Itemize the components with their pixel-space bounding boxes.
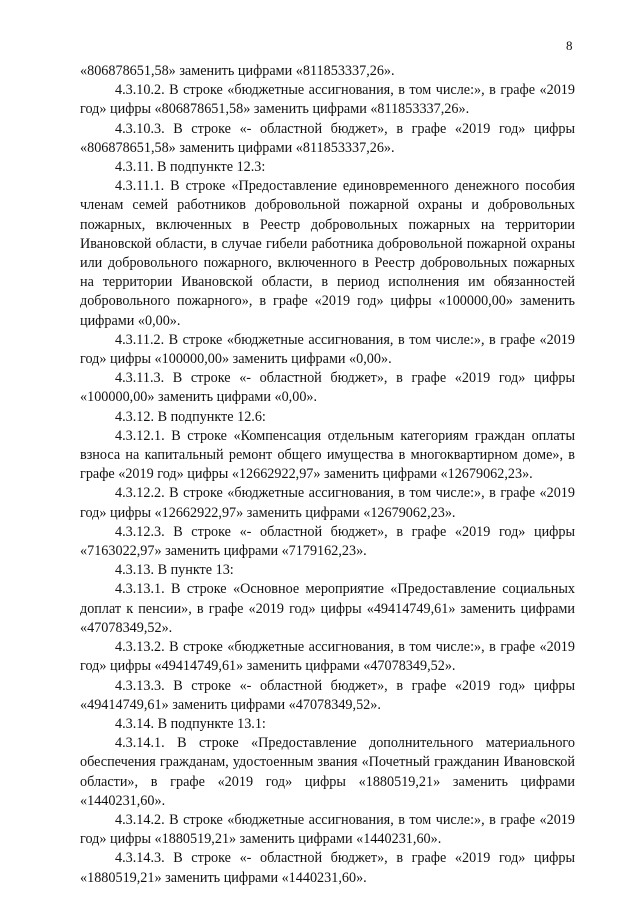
document-body	[80, 62, 575, 888]
paragraph: 4.3.12.1. В строке «Компенсация отдельным категориям граждан оплаты взноса на капитальный ремонт общего имущества в многоквартирном доме», в графе «2019 год» цифры «12662922,97» заменить цифрами «12679062,23».	[80, 427, 575, 483]
paragraph: 4.3.11. В подпункте 12.3:	[115, 159, 266, 176]
page-number: 8	[566, 38, 573, 53]
paragraph: 4.3.14. В подпункте 13.1:	[115, 715, 266, 732]
paragraph: 4.3.14.1. В строке «Предоставление дополнительного материального обеспечения гражданам, удостоенным звания «Почетный гражданин Ивановской области», в графе «2019 год» цифры «1880519,21» заменить цифрами «1440231,60».	[80, 735, 575, 809]
paragraph: «806878651,58» заменить цифрами «811853337,26».	[80, 63, 395, 79]
paragraph: 4.3.12.2. В строке «бюджетные ассигнования, в том числе:», в графе «2019 год» цифры «12662922,97» заменить цифрами «12679062,23».	[80, 485, 575, 521]
paragraph: 4.3.13. В пункте 13:	[115, 562, 234, 579]
paragraph: 4.3.12. В подпункте 12.6:	[115, 408, 266, 425]
paragraph: 4.3.11.3. В строке «- областной бюджет», в графе «2019 год» цифры «100000,00» заменить цифрами «0,00».	[80, 370, 575, 406]
paragraph: 4.3.11.2. В строке «бюджетные ассигнования, в том числе:», в графе «2019 год» цифры «100000,00» заменить цифрами «0,00».	[80, 331, 575, 368]
paragraph: 4.3.14.2. В строке «бюджетные ассигнования, в том числе:», в графе «2019 год» цифры «1880519,21» заменить цифрами «1440231,60».	[80, 811, 575, 848]
paragraph: 4.3.14.3. В строке «- областной бюджет», в графе «2019 год» цифры «1880519,21» заменить цифрами «1440231,60».	[80, 850, 575, 886]
paragraph: 4.3.13.3. В строке «- областной бюджет», в графе «2019 год» цифры «49414749,61» заменить цифрами «47078349,52».	[80, 677, 575, 713]
paragraph: 4.3.10.3. В строке «- областной бюджет», в графе «2019 год» цифры «806878651,58» заменить цифрами «811853337,26».	[80, 120, 575, 156]
paragraph: 4.3.10.2. В строке «бюджетные ассигнования, в том числе:», в графе «2019 год» цифры «806878651,58» заменить цифрами «811853337,26».	[80, 82, 575, 118]
paragraph: 4.3.12.3. В строке «- областной бюджет», в графе «2019 год» цифры «7163022,97» заменить цифрами «7179162,23».	[80, 523, 575, 560]
paragraph: 4.3.11.1. В строке «Предоставление единовременного денежного пособия членам семей работников добровольной пожарной охраны и добровольных пожарных, включенных в Реестр добровольных пожарных на территории Ивановской области, в случае гибели работника добровольной пожарной охраны или добровольного пожарного, включенного в Реестр добровольных пожарных на территории Ивановской области, в период исполнения им обязанностей добровольного пожарного», в графе «2019 год» цифры «100000,00» заменить цифрами «0,00».	[80, 178, 575, 329]
paragraph: 4.3.13.2. В строке «бюджетные ассигнования, в том числе:», в графе «2019 год» цифры «49414749,61» заменить цифрами «47078349,52».	[80, 639, 575, 675]
paragraph: 4.3.13.1. В строке «Основное мероприятие «Предоставление социальных доплат к пенсии», в графе «2019 год» цифры «49414749,61» заменить цифрами «47078349,52».	[80, 581, 575, 636]
